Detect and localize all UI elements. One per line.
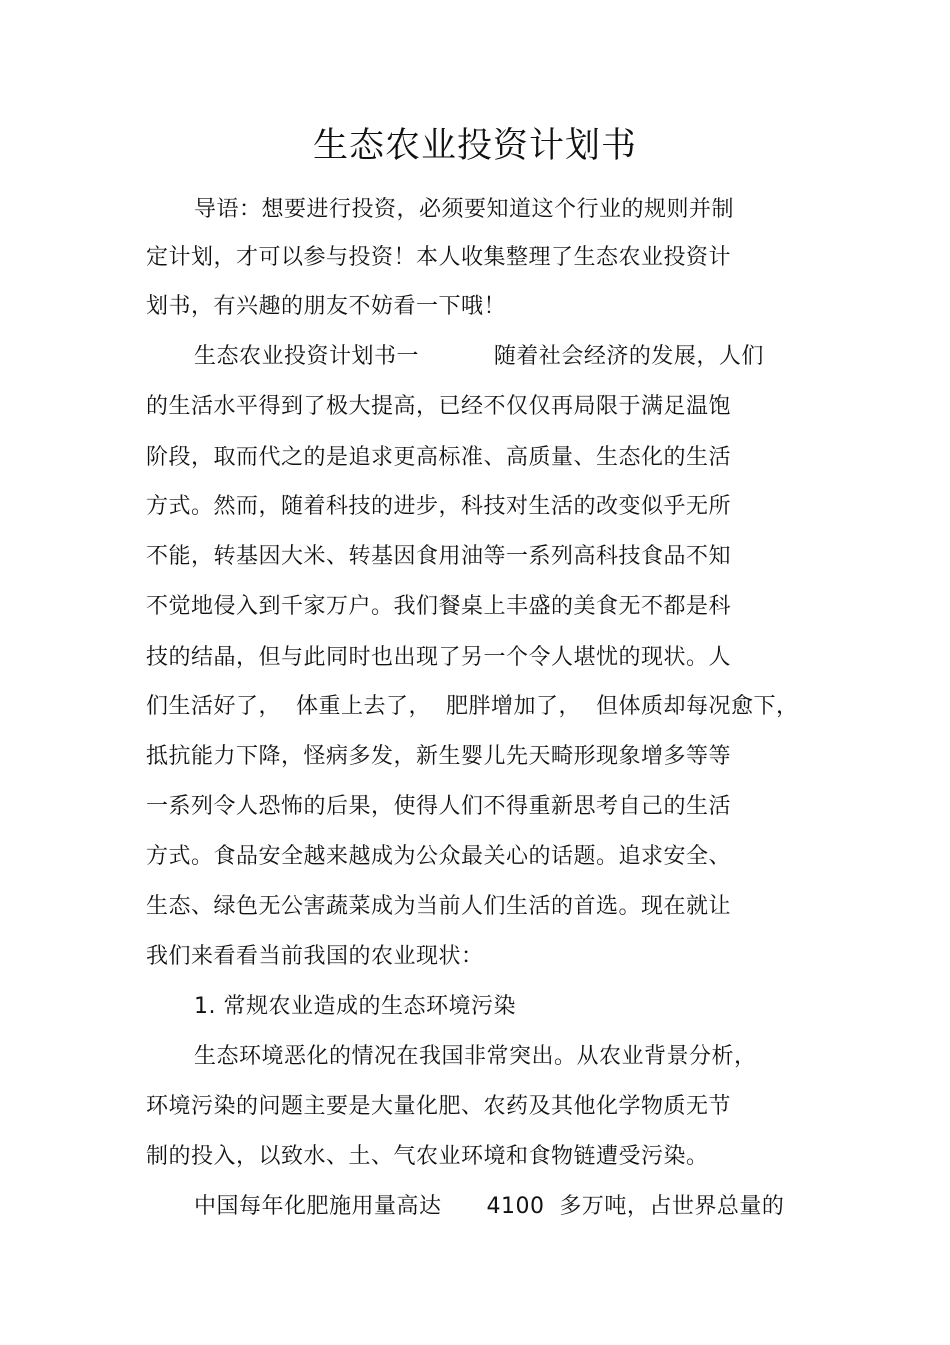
text-line: 制的投入，以致水、土、气农业环境和食物链遭受污染。 (146, 1144, 709, 1169)
text-line: 划书，有兴趣的朋友不妨看一下哦！ (146, 294, 507, 319)
text-line: 方式。食品安全越来越成为公众最关心的话题。追求安全、 (146, 844, 732, 869)
document-title: 生态农业投资计划书 (312, 126, 637, 166)
text-line: 不觉地侵入到千家万户。我们餐桌上丰盛的美食无不都是科 (146, 594, 732, 619)
text-line: 定计划，才可以参与投资！本人收集整理了生态农业投资计 (146, 245, 732, 270)
text-line: 生态、绿色无公害蔬菜成为当前人们生活的首选。现在就让 (146, 894, 732, 919)
text-line: 抵抗能力下降，怪病多发，新生婴儿先天畸形现象增多等等 (146, 744, 732, 769)
text-line: 环境污染的问题主要是大量化肥、农药及其他化学物质无节 (146, 1094, 732, 1119)
text-line: 生态环境恶化的情况在我国非常突出。从农业背景分析， (194, 1044, 757, 1069)
text-line: 一系列令人恐怖的后果，使得人们不得重新思考自己的生活 (146, 794, 732, 819)
text-line: 技的结晶，但与此同时也出现了另一个令人堪忧的现状。人 (146, 645, 732, 670)
section-heading: 1. 常规农业造成的生态环境污染 (194, 994, 516, 1019)
text-line: 中国每年化肥施用量高达 4100 多万吨，占世界总量的 (194, 1194, 785, 1219)
text-line: 阶段，取而代之的是追求更高标准、高质量、生态化的生活 (146, 445, 732, 470)
text-line: 的生活水平得到了极大提高，已经不仅仅再局限于满足温饱 (146, 394, 732, 419)
text-line: 生态农业投资计划书一 随着社会经济的发展，人们 (194, 344, 764, 369)
text-line: 我们来看看当前我国的农业现状： (146, 944, 484, 969)
text-line: 不能，转基因大米、转基因食用油等一系列高科技食品不知 (146, 544, 732, 569)
text-line: 们生活好了， 体重上去了， 肥胖增加了， 但体质却每况愈下， (146, 694, 799, 719)
text-line: 方式。然而，随着科技的进步，科技对生活的改变似乎无所 (146, 494, 732, 519)
text-line: 导语：想要进行投资，必须要知道这个行业的规则并制 (194, 197, 735, 222)
